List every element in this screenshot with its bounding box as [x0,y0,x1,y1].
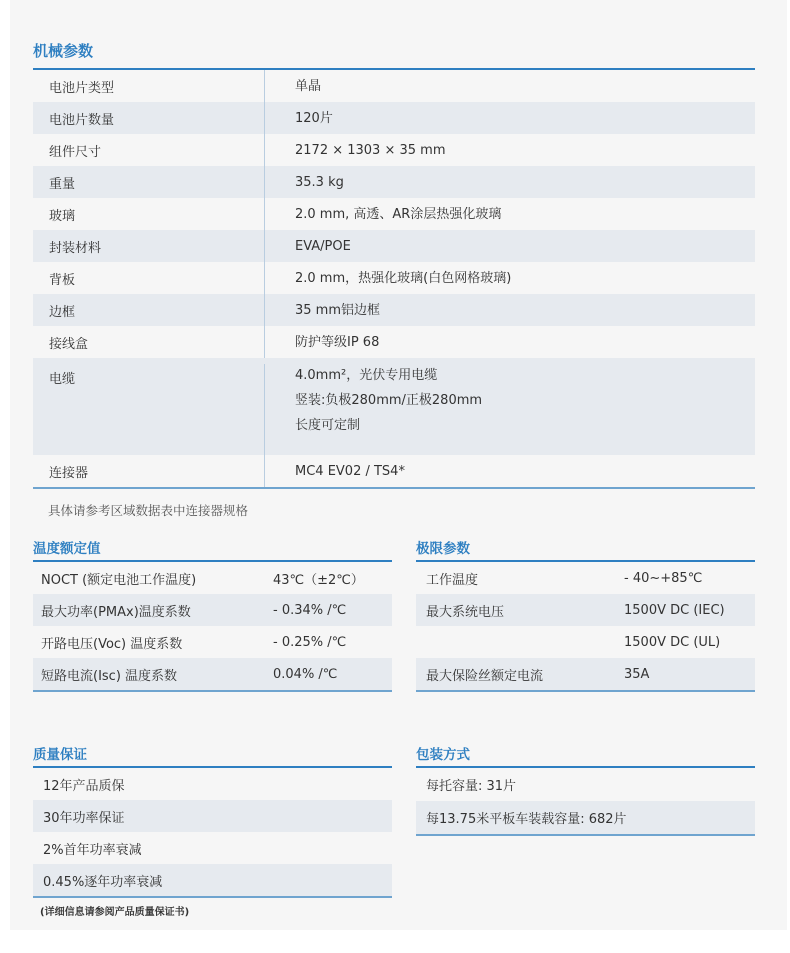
row-value: 120片 [295,110,333,126]
row-key: 连接器 [33,455,265,487]
row-value: 35.3 kg [295,174,344,190]
row-value: 43℃（±2℃） [273,572,364,588]
row-key: 最大保险丝额定电流 [426,668,544,684]
mechanical-title: 机械参数 [33,42,94,60]
table-row [33,294,755,326]
row-value: - 0.34% /℃ [273,602,347,618]
row-value: 35A [624,666,650,682]
limits-table [416,560,755,692]
table-row [416,562,755,594]
row-value: 单晶 [295,78,322,94]
row-value: 2.0 mm，热强化玻璃(白色网格玻璃) [295,270,512,286]
row-value: 4.0mm²，光伏专用电缆 [295,368,438,383]
table-row [416,658,755,690]
row-key: 电池片数量 [33,102,265,134]
row-value: MC4 EV02 / TS4* [295,463,405,479]
table-row [33,562,392,594]
row-value: 竖装:负极280mm/正极280mm [295,393,483,408]
row-key: 重量 [33,166,265,198]
row-value: - 40~+85℃ [624,570,703,586]
list-item: 30年功率保证 [33,800,392,832]
mechanical-note: 具体请参考区域数据表中连接器规格 [48,503,249,518]
table-row [416,626,755,658]
mechanical-table [33,68,755,489]
row-value: 0.04% /℃ [273,666,338,682]
row-key: 开路电压(Voc) 温度系数 [41,636,183,652]
list-item: 12年产品质保 [43,778,125,794]
packaging-title: 包装方式 [416,747,470,763]
table-row [33,102,755,134]
quality-title: 质量保证 [33,747,87,763]
temperature-title: 温度额定值 [33,541,101,557]
quality-note: (详细信息请参阅产品质量保证书) [40,907,190,918]
row-key: 电缆 [33,364,265,455]
row-value: 1500V DC (UL) [624,634,721,650]
row-key: 边框 [33,294,265,326]
row-key: 组件尺寸 [33,134,265,166]
quality-table [33,766,392,898]
row-key: 玻璃 [33,198,265,230]
row-key: NOCT (额定电池工作温度) [41,572,197,588]
table-row [33,230,755,262]
table-row [33,326,755,358]
row-key: 短路电流(Isc) 温度系数 [41,668,178,684]
row-key: 电池片类型 [33,70,265,102]
table-row [33,70,755,102]
row-key: 最大功率(PMAx)温度系数 [41,604,191,620]
temperature-table [33,560,392,692]
table-row [33,134,755,166]
row-value: 防护等级IP 68 [295,334,380,350]
row-key: 接线盒 [33,326,265,358]
row-value: 长度可定制 [295,418,361,433]
packaging-table [416,766,755,836]
list-item: 每13.75米平板车装载容量: 682片 [416,801,755,834]
table-row [33,658,392,690]
list-item: 每托容量: 31片 [426,779,517,794]
row-value: 2.0 mm, 高透、AR涂层热强化玻璃 [295,206,502,222]
table-row [33,262,755,294]
row-value: 2172 × 1303 × 35 mm [295,142,446,158]
row-key: 最大系统电压 [426,604,505,620]
spec-sheet [10,0,787,930]
table-row [33,166,755,198]
table-row [33,455,755,487]
limits-title: 极限参数 [416,541,470,557]
row-key: 工作温度 [426,572,479,588]
table-row [33,198,755,230]
row-value: EVA/POE [295,238,351,254]
row-key: 背板 [33,262,265,294]
row-value: 35 mm铝边框 [295,302,381,318]
table-row [33,358,755,455]
table-row [33,594,392,626]
list-item: 2%首年功率衰减 [43,842,142,858]
list-item: 0.45%逐年功率衰减 [33,864,392,896]
table-row [416,594,755,626]
row-value: - 0.25% /℃ [273,634,347,650]
row-key: 封装材料 [33,230,265,262]
table-row [33,626,392,658]
row-value: 1500V DC (IEC) [624,602,725,618]
